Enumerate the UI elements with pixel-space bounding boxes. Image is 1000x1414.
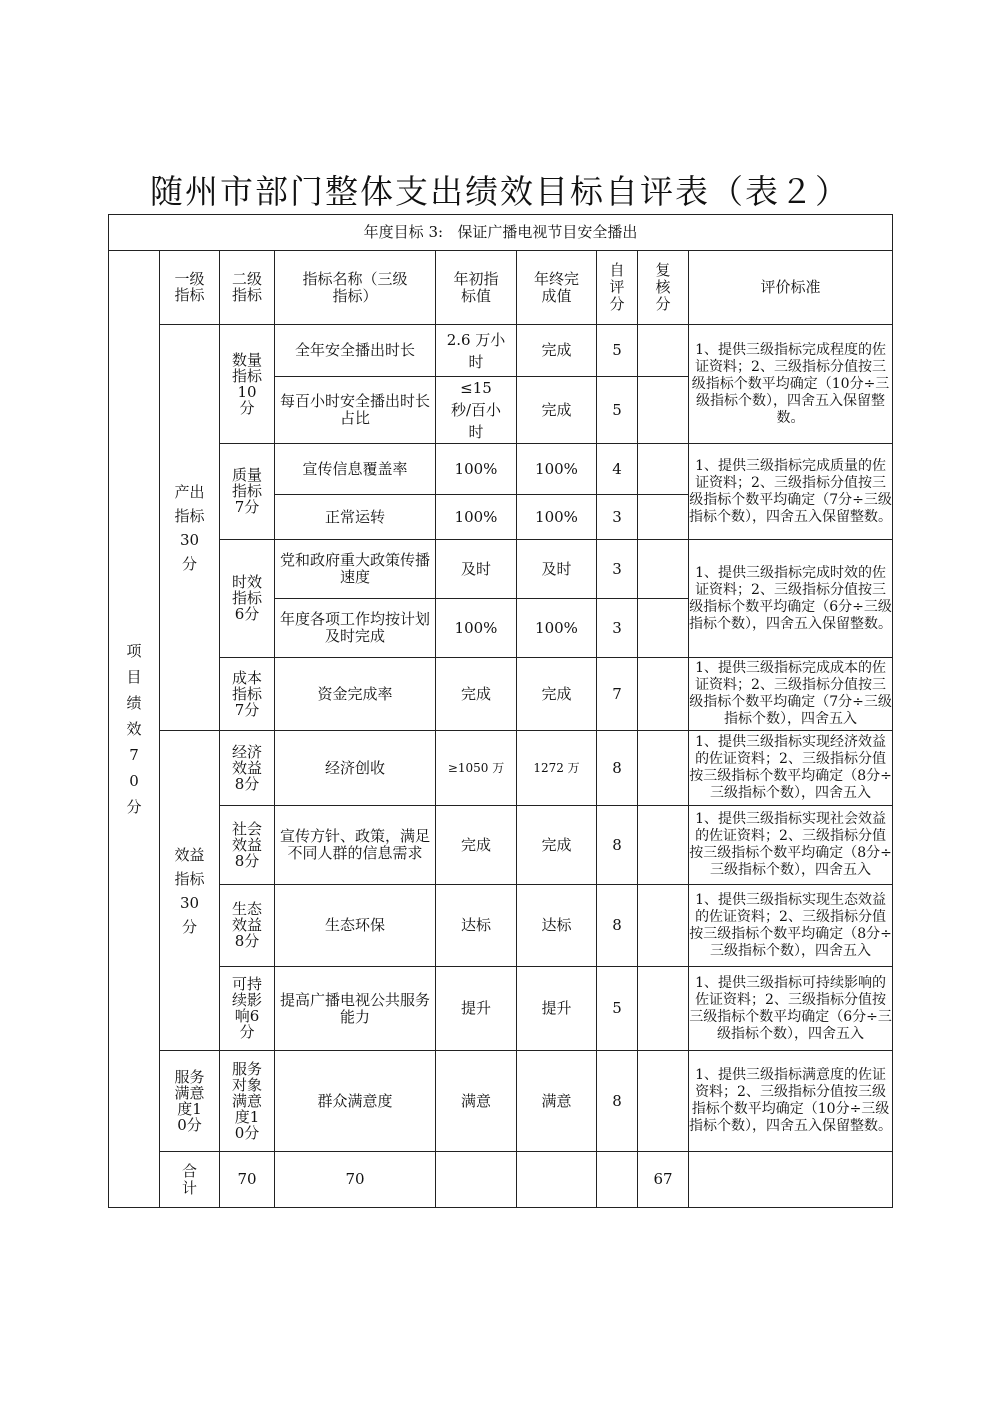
indicator-name: 宣传方针、政策，满足不同人群的信息需求 xyxy=(275,806,436,885)
page-title: 随州市部门整体支出绩效目标自评表（表２） xyxy=(150,172,850,211)
self-score: 8 xyxy=(597,1051,638,1152)
total-empty xyxy=(436,1152,517,1208)
subgroup-cost: 成本指标7分 xyxy=(220,658,275,731)
initial-value: 完成 xyxy=(436,658,517,731)
indicator-name: 宣传信息覆盖率 xyxy=(275,444,436,495)
review-score xyxy=(638,377,689,444)
total-label-cell xyxy=(160,1152,220,1208)
self-score: 3 xyxy=(597,495,638,540)
review-score xyxy=(638,325,689,377)
final-value: 提升 xyxy=(517,967,597,1051)
final-value: 100% xyxy=(517,495,597,540)
final-value: 100% xyxy=(517,444,597,495)
indicator-name: 经济创收 xyxy=(275,731,436,806)
criteria-economic: 1、提供三级指标实现经济效益的佐证资料；2、三级指标分值按三级指标个数平均确定（8分÷三级指标个数），四舍五入 xyxy=(689,731,893,806)
total-label: 合计 xyxy=(181,1161,197,1197)
self-score: 5 xyxy=(597,377,638,444)
initial-value: 2.6 万小时 xyxy=(436,325,517,377)
review-score xyxy=(638,599,689,658)
header-level1: 一级指标 xyxy=(160,251,220,325)
header-self-score: 自评分 xyxy=(597,251,638,325)
header-review-score: 复核分 xyxy=(638,251,689,325)
self-score: 3 xyxy=(597,540,638,599)
indicator-name: 正常运转 xyxy=(275,495,436,540)
indicator-name: 提高广播电视公共服务能力 xyxy=(275,967,436,1051)
self-score: 8 xyxy=(597,885,638,967)
criteria-quantity: 1、提供三级指标完成程度的佐证资料；2、三级指标分值按三级指标个数平均确定（10分÷三级指标个数），四舍五入保留整数。 xyxy=(689,325,893,444)
initial-value: ≤15 秒/百小时 xyxy=(436,377,517,444)
final-value: 完成 xyxy=(517,377,597,444)
criteria-ecological: 1、提供三级指标实现生态效益的佐证资料；2、三级指标分值按三级指标个数平均确定（8分÷三级指标个数），四舍五入 xyxy=(689,885,893,967)
initial-value: 达标 xyxy=(436,885,517,967)
total-level1: 70 xyxy=(220,1152,275,1208)
criteria-sustainable: 1、提供三级指标可持续影响的佐证资料；2、三级指标分值按三级指标个数平均确定（6分÷三级指标个数），四舍五入 xyxy=(689,967,893,1051)
initial-value: 提升 xyxy=(436,967,517,1051)
initial-value: ≥1050 万 xyxy=(436,731,517,806)
initial-value: 满意 xyxy=(436,1051,517,1152)
criteria-satisfaction: 1、提供三级指标满意度的佐证资料；2、三级指标分值按三级指标个数平均确定（10分÷三级指标个数），四舍五入保留整数。 xyxy=(689,1051,893,1152)
indicator-name: 年度各项工作均按计划及时完成 xyxy=(275,599,436,658)
subgroup-quality: 质量指标7分 xyxy=(220,444,275,540)
initial-value: 100% xyxy=(436,495,517,540)
initial-value: 100% xyxy=(436,444,517,495)
indicator-name: 党和政府重大政策传播速度 xyxy=(275,540,436,599)
self-score: 5 xyxy=(597,967,638,1051)
review-score xyxy=(638,495,689,540)
group-output: 产出指标30分 xyxy=(160,325,220,731)
final-value: 满意 xyxy=(517,1051,597,1152)
subgroup-quantity: 数量指标10分 xyxy=(220,325,275,444)
review-score xyxy=(638,540,689,599)
criteria-cost: 1、提供三级指标完成成本的佐证资料；2、三级指标分值按三级指标个数平均确定（7分÷三级指标个数），四舍五入 xyxy=(689,658,893,731)
criteria-timeliness: 1、提供三级指标完成时效的佐证资料；2、三级指标分值按三级指标个数平均确定（6分÷三级指标个数），四舍五入保留整数。 xyxy=(689,540,893,658)
final-value: 达标 xyxy=(517,885,597,967)
total-score: 67 xyxy=(638,1152,689,1208)
review-score xyxy=(638,444,689,495)
subgroup-ecological: 生态效益8分 xyxy=(220,885,275,967)
total-level2: 70 xyxy=(275,1152,436,1208)
criteria-social: 1、提供三级指标实现社会效益的佐证资料；2、三级指标分值按三级指标个数平均确定（8分÷三级指标个数），四舍五入 xyxy=(689,806,893,885)
final-value: 完成 xyxy=(517,325,597,377)
header-criteria: 评价标准 xyxy=(689,251,893,325)
subgroup-social: 社会效益8分 xyxy=(220,806,275,885)
final-value: 完成 xyxy=(517,806,597,885)
indicator-name: 全年安全播出时长 xyxy=(275,325,436,377)
self-score: 7 xyxy=(597,658,638,731)
section-label: 项目绩效70分 xyxy=(126,642,142,816)
self-score: 3 xyxy=(597,599,638,658)
section-label-cell xyxy=(109,251,160,1208)
total-empty xyxy=(517,1152,597,1208)
goal-label: 年度目标 3: xyxy=(363,223,444,241)
total-empty xyxy=(689,1152,893,1208)
header-level2: 二级指标 xyxy=(220,251,275,325)
group-benefit: 效益指标30分 xyxy=(160,731,220,1051)
self-score: 8 xyxy=(597,806,638,885)
review-score xyxy=(638,658,689,731)
criteria-quality: 1、提供三级指标完成质量的佐证资料；2、三级指标分值按三级指标个数平均确定（7分÷三级指标个数），四舍五入保留整数。 xyxy=(689,444,893,540)
self-score: 5 xyxy=(597,325,638,377)
indicator-name: 群众满意度 xyxy=(275,1051,436,1152)
review-score xyxy=(638,806,689,885)
initial-value: 100% xyxy=(436,599,517,658)
review-score xyxy=(638,885,689,967)
subgroup-sustainable: 可持续影响6分 xyxy=(220,967,275,1051)
indicator-name: 生态环保 xyxy=(275,885,436,967)
self-score: 8 xyxy=(597,731,638,806)
indicator-name: 资金完成率 xyxy=(275,658,436,731)
initial-value: 完成 xyxy=(436,806,517,885)
evaluation-table xyxy=(108,214,893,1208)
final-value: 及时 xyxy=(517,540,597,599)
review-score xyxy=(638,1051,689,1152)
header-initial: 年初指标值 xyxy=(436,251,517,325)
annual-goal-row xyxy=(109,215,893,251)
final-value: 完成 xyxy=(517,658,597,731)
header-name: 指标名称（三级指标） xyxy=(275,251,436,325)
initial-value: 及时 xyxy=(436,540,517,599)
subgroup-satisfaction: 服务对象满意度10分 xyxy=(220,1051,275,1152)
group-service: 服务满意度10分 xyxy=(160,1051,220,1152)
total-empty xyxy=(597,1152,638,1208)
header-final: 年终完成值 xyxy=(517,251,597,325)
self-score: 4 xyxy=(597,444,638,495)
subgroup-timeliness: 时效指标6分 xyxy=(220,540,275,658)
subgroup-economic: 经济效益8分 xyxy=(220,731,275,806)
final-value: 1272 万 xyxy=(517,731,597,806)
final-value: 100% xyxy=(517,599,597,658)
review-score xyxy=(638,731,689,806)
goal-text: 保证广播电视节目安全播出 xyxy=(457,223,638,241)
review-score xyxy=(638,967,689,1051)
indicator-name: 每百小时安全播出时长占比 xyxy=(275,377,436,444)
